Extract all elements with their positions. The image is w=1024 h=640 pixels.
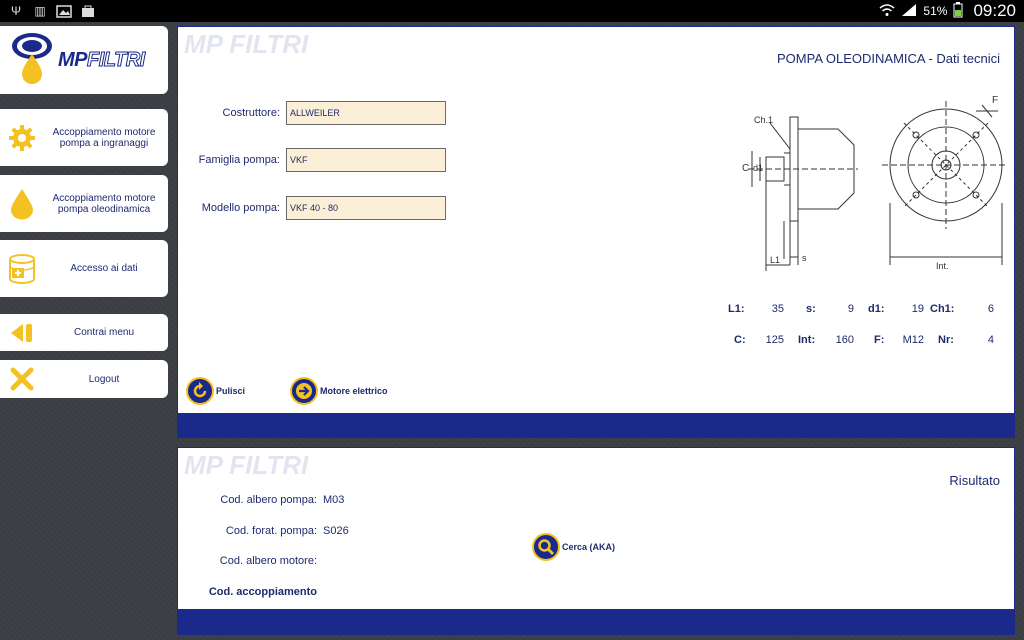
spec-ch1-label: Ch1: bbox=[930, 303, 955, 315]
spec-c-value: 125 bbox=[765, 334, 784, 346]
panel-footer-bar bbox=[178, 609, 1014, 635]
search-icon bbox=[532, 533, 560, 561]
sidebar-item-gear-pump[interactable] bbox=[0, 109, 168, 166]
panel-title: POMPA OLEODINAMICA - Dati tecnici bbox=[777, 51, 1000, 66]
image-icon bbox=[56, 4, 72, 18]
battery-percent: 51% bbox=[923, 4, 948, 18]
spec-f-label: F: bbox=[874, 334, 885, 346]
search-aka-button[interactable] bbox=[532, 533, 615, 561]
spec-f-value: M12 bbox=[902, 334, 924, 346]
pump-bore-code-row bbox=[178, 525, 349, 537]
database-icon bbox=[0, 254, 44, 284]
coupling-code-label: Cod. accoppiamento bbox=[208, 586, 317, 598]
electric-motor-button[interactable] bbox=[290, 377, 388, 405]
spec-s-label: s: bbox=[806, 303, 816, 315]
pump-shaft-code-row bbox=[178, 494, 344, 506]
pump-model-row bbox=[178, 196, 446, 220]
gear-icon bbox=[0, 124, 44, 152]
spec-d1-label: d1: bbox=[868, 303, 885, 315]
watermark-logo: MP FILTRI bbox=[184, 450, 309, 480]
manufacturer-label: Costruttore: bbox=[222, 107, 280, 119]
battery-icon bbox=[953, 2, 963, 21]
result-panel bbox=[177, 447, 1015, 635]
pump-bore-code-value: S026 bbox=[323, 525, 349, 537]
sidebar-item-hydraulic-pump[interactable] bbox=[0, 175, 168, 232]
collapse-icon bbox=[0, 322, 44, 344]
refresh-icon bbox=[186, 377, 214, 405]
pump-family-field[interactable]: VKF bbox=[286, 148, 446, 172]
manufacturer-field[interactable]: ALLWEILER bbox=[286, 101, 446, 125]
svg-text:C: C bbox=[742, 163, 750, 174]
sidebar-item-data-access[interactable] bbox=[0, 240, 168, 297]
bag-icon bbox=[80, 4, 96, 18]
pump-shaft-code-label: Cod. albero pompa: bbox=[220, 494, 317, 506]
spec-ch1-value: 6 bbox=[987, 303, 994, 315]
wifi-icon bbox=[879, 3, 895, 20]
watermark-logo: MP FILTRI bbox=[184, 29, 309, 59]
pump-shaft-code-value: M03 bbox=[323, 494, 345, 506]
panel-footer-bar bbox=[178, 413, 1014, 438]
pump-model-label: Modello pompa: bbox=[201, 202, 280, 214]
sidebar-item-label: Accesso ai dati bbox=[70, 263, 138, 274]
clear-button-label: Pulisci bbox=[216, 386, 246, 396]
pump-family-row bbox=[178, 148, 446, 172]
sidebar-item-label: Contrai menu bbox=[73, 327, 135, 338]
close-icon bbox=[0, 367, 44, 391]
pump-model-field[interactable]: VKF 40 - 80 bbox=[286, 196, 446, 220]
spec-c-label: C: bbox=[734, 334, 746, 346]
pump-family-label: Famiglia pompa: bbox=[198, 154, 280, 166]
logo-wordmark: MPFILTRI bbox=[58, 48, 145, 71]
sidebar-item-label: Accoppiamento motore pompa a ingranaggi bbox=[52, 126, 156, 149]
spec-l1-value: 35 bbox=[771, 303, 784, 315]
clock: 09:20 bbox=[973, 1, 1016, 20]
pump-bore-code-label: Cod. forat. pompa: bbox=[225, 525, 317, 537]
spec-nr-value: 4 bbox=[987, 334, 994, 346]
status-bar bbox=[0, 0, 1024, 22]
result-title: Risultato bbox=[949, 473, 1000, 488]
spec-int-label: Int: bbox=[798, 334, 816, 346]
pump-technical-drawing bbox=[708, 93, 1008, 277]
motor-shaft-code-row bbox=[178, 555, 323, 567]
svg-text:d1: d1 bbox=[753, 163, 764, 173]
signal-icon bbox=[901, 3, 917, 20]
svg-text:Int.: Int. bbox=[936, 261, 949, 271]
clear-button[interactable] bbox=[186, 377, 245, 405]
oil-drop-icon bbox=[0, 188, 44, 220]
arrow-right-icon bbox=[290, 377, 318, 405]
svg-text:F: F bbox=[992, 95, 999, 106]
svg-text:L1: L1 bbox=[770, 255, 781, 265]
spec-int-value: 160 bbox=[835, 334, 854, 346]
logo-card bbox=[0, 26, 168, 94]
spec-table bbox=[726, 303, 1006, 363]
manufacturer-row bbox=[178, 101, 446, 125]
sidebar-item-logout[interactable] bbox=[0, 360, 168, 398]
spec-s-value: 9 bbox=[847, 303, 854, 315]
sd-card-icon: ▥ bbox=[34, 4, 46, 18]
coupling-code-row bbox=[178, 586, 323, 598]
motor-shaft-code-label: Cod. albero motore: bbox=[219, 555, 317, 567]
svg-text:s: s bbox=[802, 253, 807, 263]
pump-data-panel bbox=[177, 26, 1015, 438]
sidebar-item-collapse-menu[interactable] bbox=[0, 314, 168, 351]
svg-text:Ch.1: Ch.1 bbox=[754, 115, 774, 125]
search-aka-button-label: Cerca (AKA) bbox=[562, 542, 616, 552]
logo-drop-icon bbox=[10, 32, 54, 89]
usb-icon: Ψ bbox=[10, 4, 22, 18]
spec-l1-label: L1: bbox=[728, 303, 745, 315]
electric-motor-button-label: Motore elettrico bbox=[320, 386, 388, 396]
sidebar-item-label: Accoppiamento motore pompa oleodinamica bbox=[52, 192, 156, 215]
spec-nr-label: Nr: bbox=[938, 334, 954, 346]
spec-d1-value: 19 bbox=[911, 303, 924, 315]
sidebar-item-label: Logout bbox=[88, 373, 120, 385]
